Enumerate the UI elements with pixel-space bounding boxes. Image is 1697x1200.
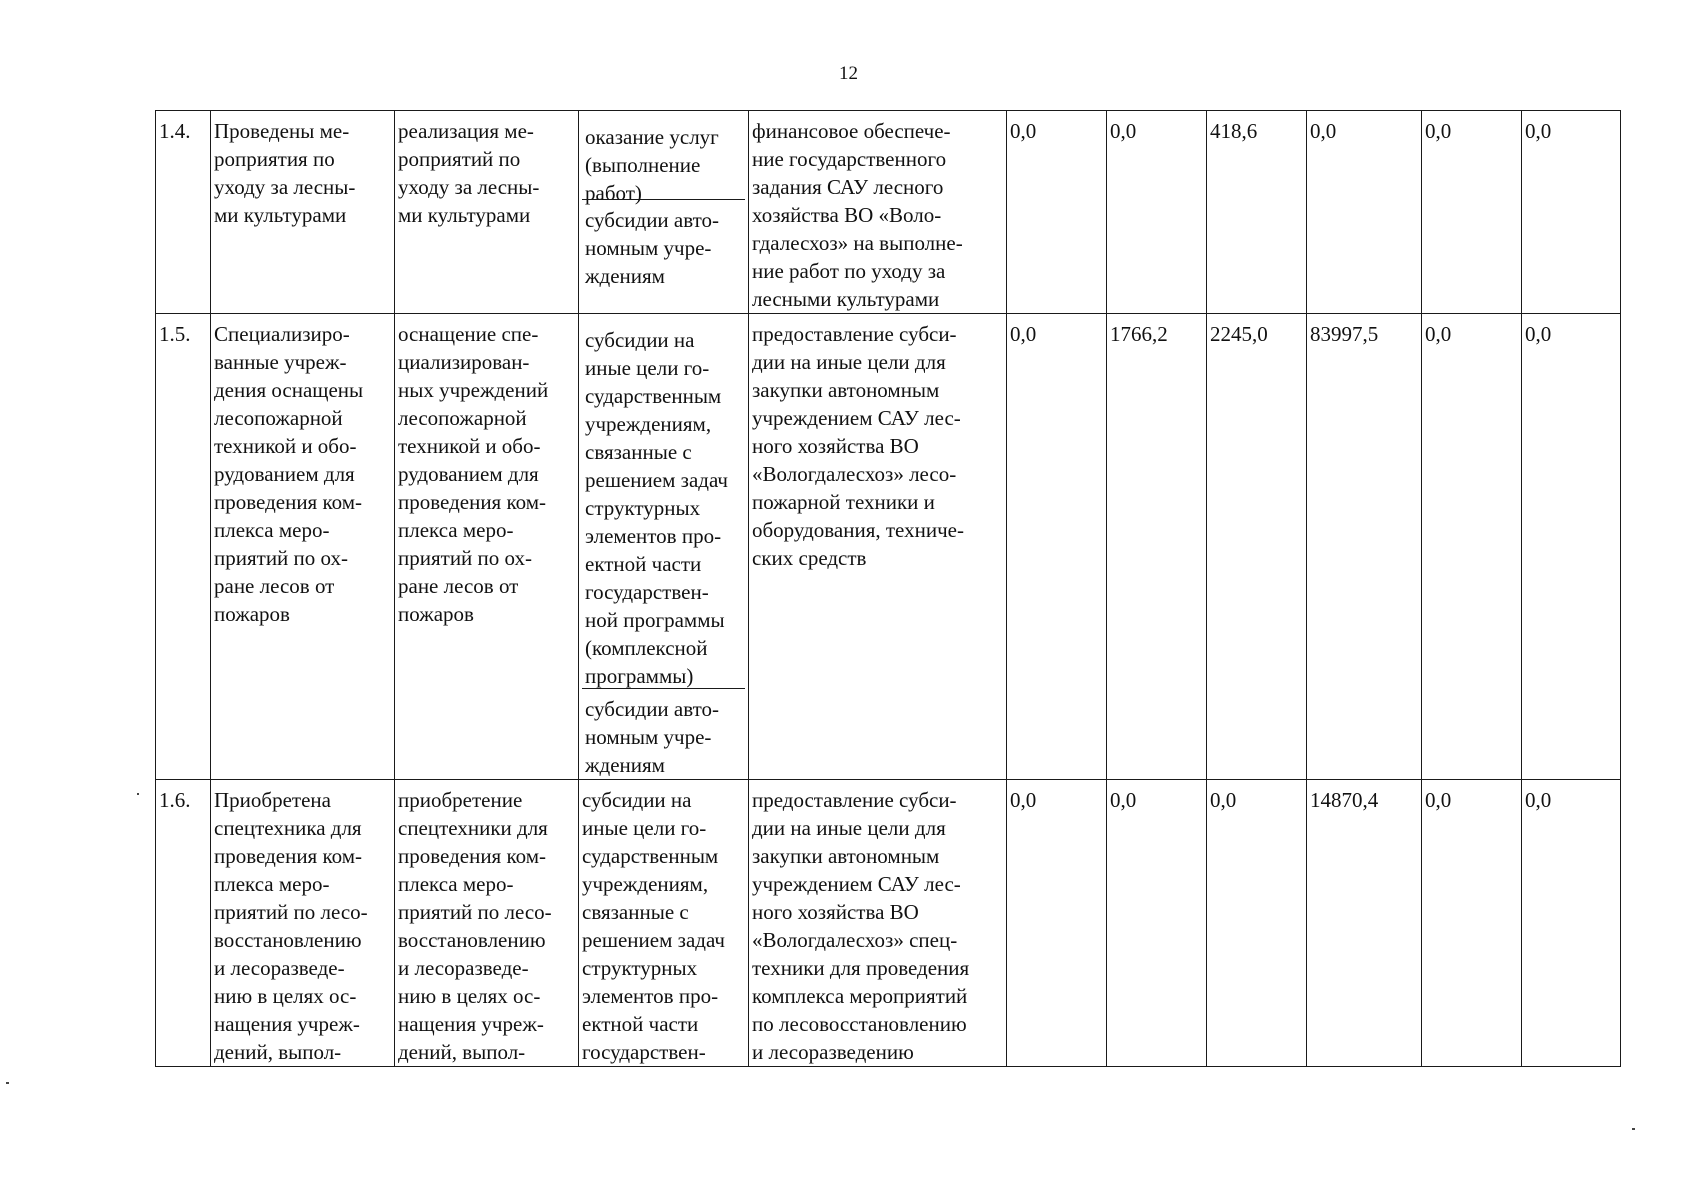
expense-type-cell: субсидии на иные цели го- сударственным учреждениям, связанные с решением задач структурных элементов про- ектной части государствен- [579, 780, 749, 1067]
description-cell: предоставление субси- дии на иные цели для закупки автономным учреждением САУ лес- ного хозяйства ВО «Вологдалесхоз» спец- техники для проведения комплекса мероприятий по лесовосстановлению и лесоразведению [749, 780, 1007, 1067]
value-cell: 0,0 [1007, 111, 1107, 314]
expense-type-a: субсидии на иные цели го- сударственным учреждениям, связанные с решением задач структурных элементов про- ектной части государствен- ной программы (комплексной программы) [585, 328, 728, 688]
value-cell: 0,0 [1422, 314, 1522, 780]
result-cell: Специализиро- ванные учреж- дения оснащены лесопожарной техникой и обо- рудованием для проведения ком- плекса меро- приятий по ох- ране лесов от пожаров [211, 314, 395, 780]
measure-cell: реализация ме- роприятий по уходу за лесны- ми культурами [395, 111, 579, 314]
measure-cell: приобретение спецтехники для проведения ком- плекса меро- приятий по лесо- восстановлению и лесоразведе- нию в целях ос- нащения учреж- дений, выпол- [395, 780, 579, 1067]
value-cell: 0,0 [1522, 314, 1621, 780]
value-cell: 0,0 [1207, 780, 1307, 1067]
value-cell: 1766,2 [1107, 314, 1207, 780]
value-cell: 14870,4 [1307, 780, 1422, 1067]
value-cell: 0,0 [1422, 780, 1522, 1067]
value-cell: 0,0 [1007, 314, 1107, 780]
expense-type-b: субсидии авто- номным учре- ждениям [582, 199, 745, 290]
scan-speck [1632, 1128, 1635, 1130]
expense-type-cell [579, 111, 749, 314]
row-number: 1.5. [156, 314, 211, 780]
expense-type-a: оказание услуг (выполнение работ) [585, 125, 719, 205]
table-row [156, 111, 1621, 314]
row-number: 1.6. [156, 780, 211, 1067]
table-row [156, 314, 1621, 780]
value-cell: 0,0 [1307, 111, 1422, 314]
row-number: 1.4. [156, 111, 211, 314]
value-cell: 418,6 [1207, 111, 1307, 314]
scan-speck [137, 793, 139, 795]
value-cell: 0,0 [1107, 111, 1207, 314]
value-cell: 0,0 [1522, 111, 1621, 314]
activities-table [155, 110, 1621, 1067]
measure-cell: оснащение спе- циализирован- ных учреждений лесопожарной техникой и обо- рудованием для проведения ком- плекса меро- приятий по ох- ране лесов от пожаров [395, 314, 579, 780]
page-number: 12 [839, 63, 858, 84]
table-row [156, 780, 1621, 1067]
description-cell: предоставление субси- дии на иные цели для закупки автономным учреждением САУ лес- ного хозяйства ВО «Вологдалесхоз» лесо- пожарной техники и оборудования, техниче- ских средств [749, 314, 1007, 780]
value-cell: 0,0 [1522, 780, 1621, 1067]
result-cell: Приобретена спецтехника для проведения ком- плекса меро- приятий по лесо- восстановлению и лесоразведе- нию в целях ос- нащения учреж- дений, выпол- [211, 780, 395, 1067]
value-cell: 2245,0 [1207, 314, 1307, 780]
value-cell: 83997,5 [1307, 314, 1422, 780]
result-cell: Проведены ме- роприятия по уходу за лесны- ми культурами [211, 111, 395, 314]
expense-type-cell [579, 314, 749, 780]
expense-type-b: субсидии авто- номным учре- ждениям [582, 688, 745, 779]
value-cell: 0,0 [1107, 780, 1207, 1067]
value-cell: 0,0 [1007, 780, 1107, 1067]
scan-speck [6, 1082, 9, 1084]
value-cell: 0,0 [1422, 111, 1522, 314]
description-cell: финансовое обеспече- ние государственного задания САУ лесного хозяйства ВО «Воло- гдалесхоз» на выполне- ние работ по уходу за лесными культурами [749, 111, 1007, 314]
